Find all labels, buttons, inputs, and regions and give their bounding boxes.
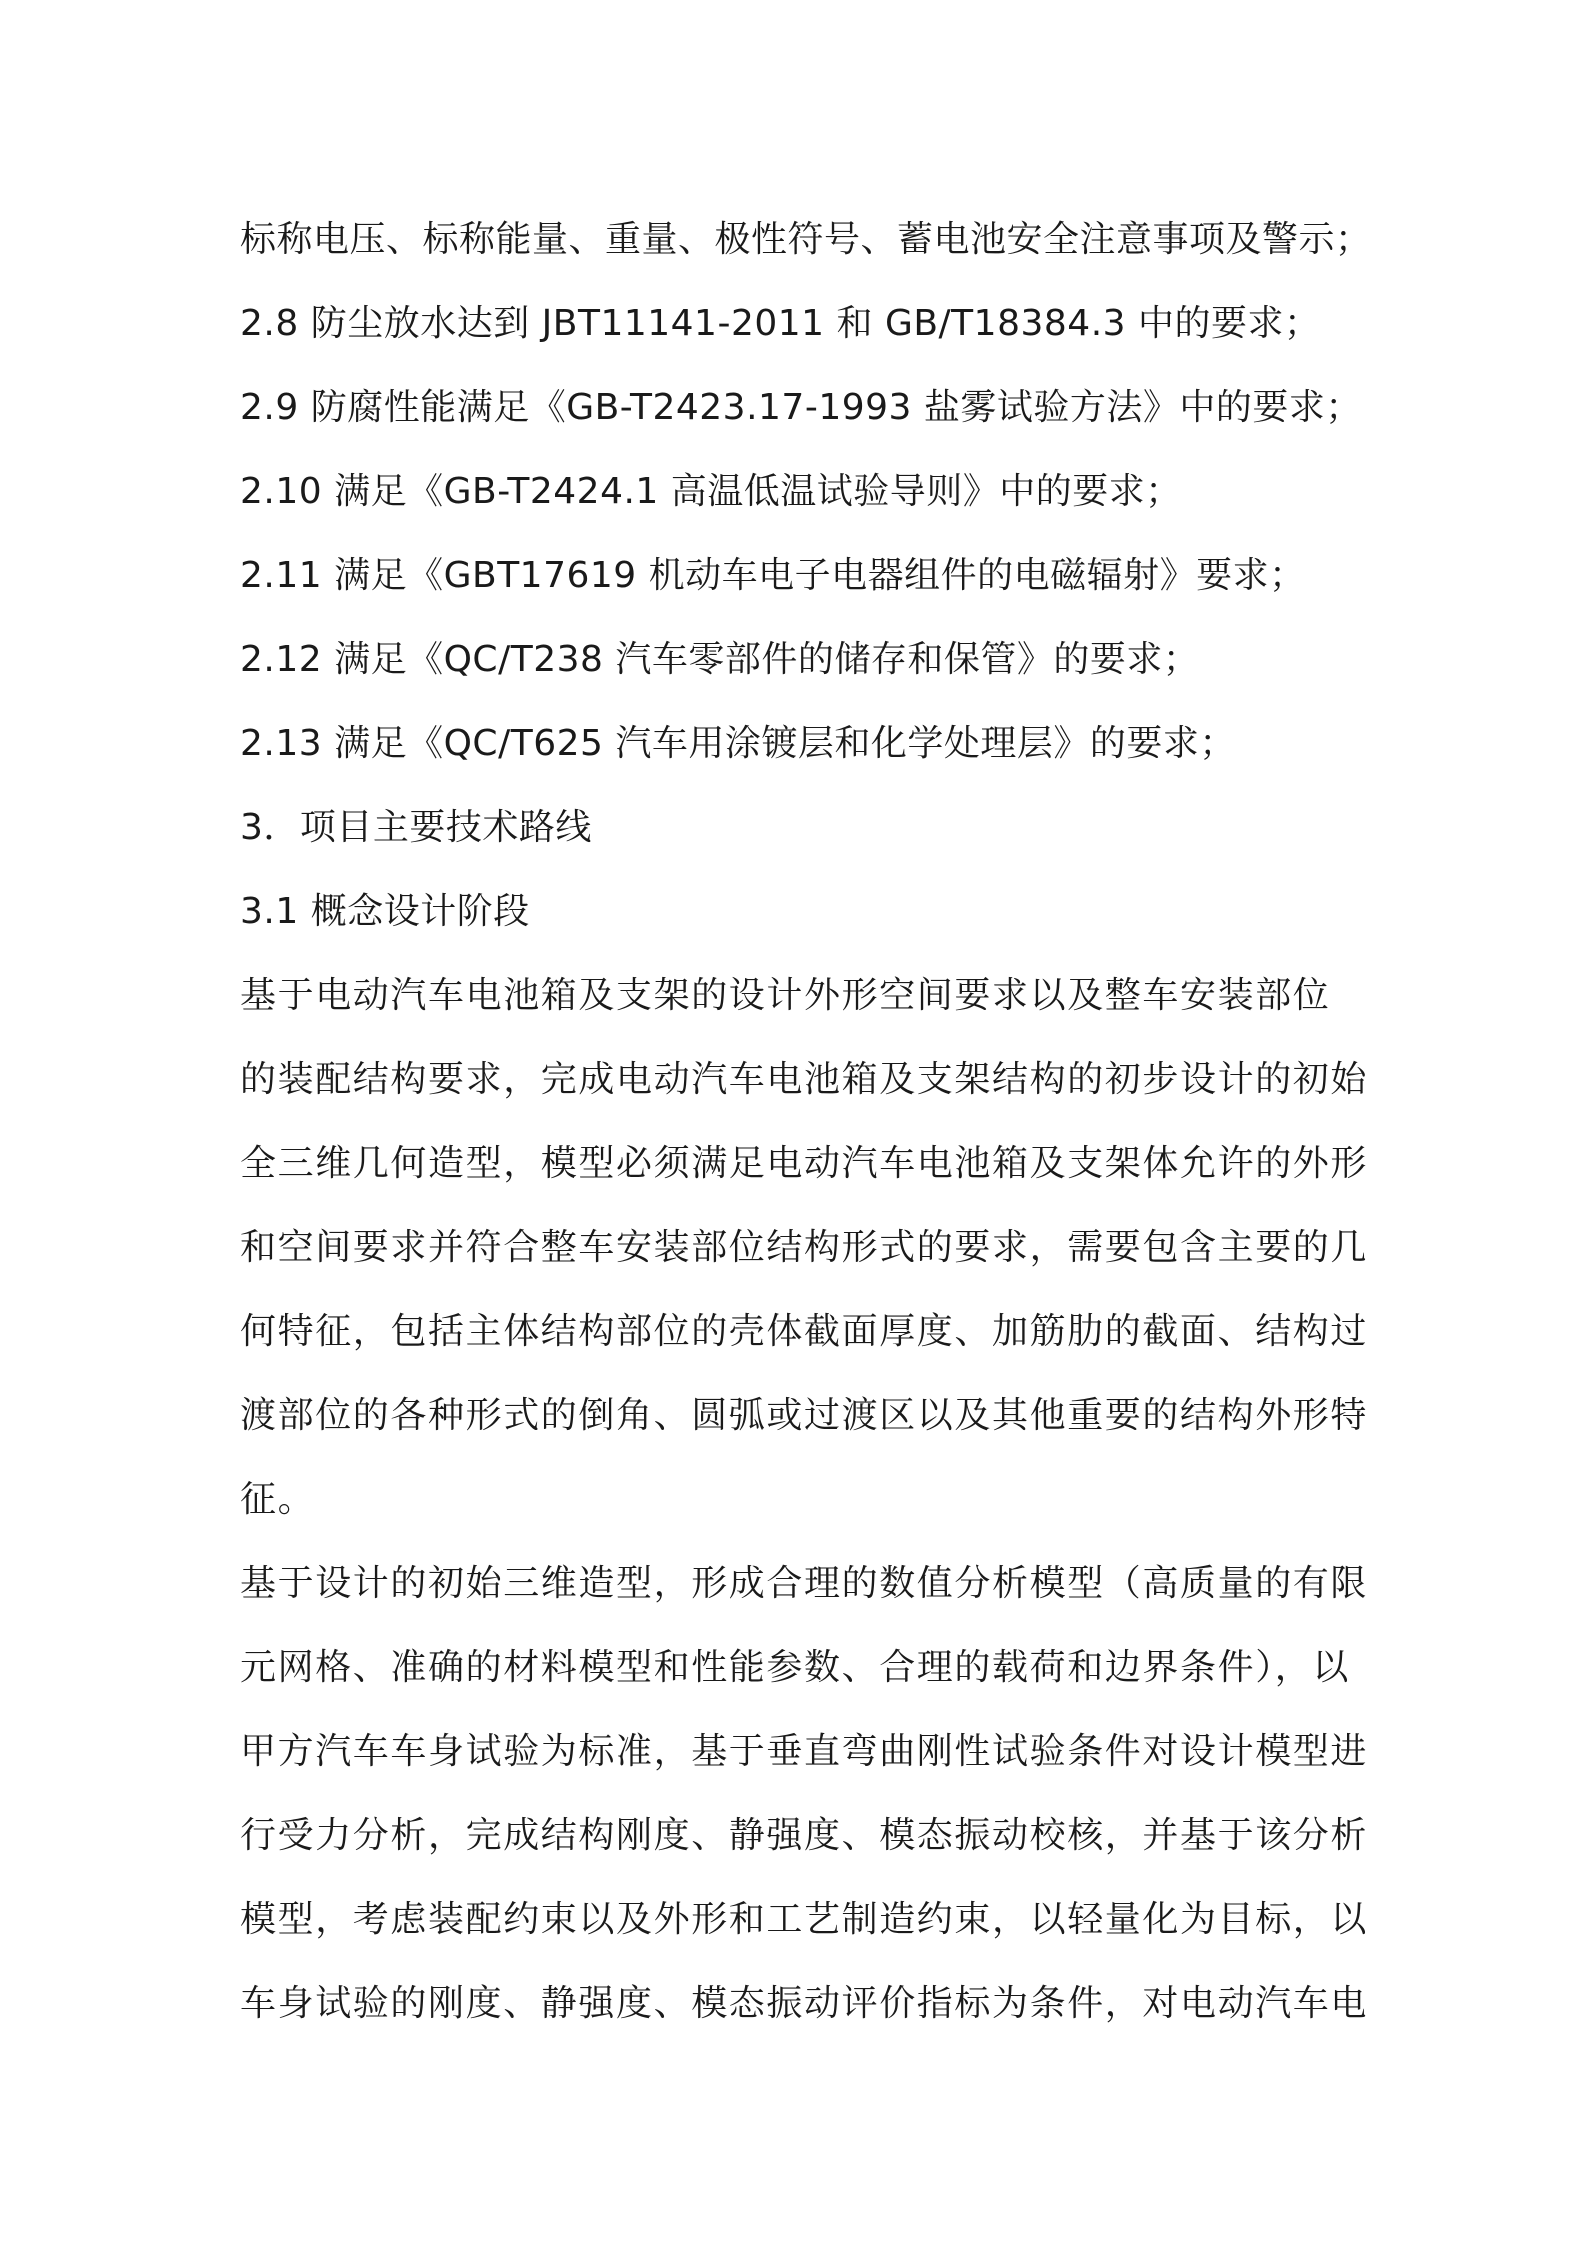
paragraph-line: 行受力分析，完成结构刚度、静强度、模态振动校核，并基于该分析 — [240, 1815, 1369, 1856]
paragraph-line: 渡部位的各种形式的倒角、圆弧或过渡区以及其他重要的结构外形特 — [240, 1395, 1369, 1436]
list-item: 2.13 满足《QC/T625 汽车用涂镀层和化学处理层》的要求； — [240, 723, 1236, 764]
paragraph-line: 何特征，包括主体结构部位的壳体截面厚度、加筋肋的截面、结构过 — [240, 1311, 1369, 1352]
section-heading: 3．项目主要技术路线 — [240, 807, 592, 848]
list-item: 2.11 满足《GBT17619 机动车电子电器组件的电磁辐射》要求； — [240, 555, 1306, 596]
paragraph-line: 基于设计的初始三维造型，形成合理的数值分析模型（高质量的有限 — [240, 1563, 1369, 1604]
list-item: 2.10 满足《GB-T2424.1 高温低温试验导则》中的要求； — [240, 471, 1182, 512]
document-body — [240, 198, 1372, 2046]
paragraph-line: 甲方汽车车身试验为标准，基于垂直弯曲刚性试验条件对设计模型进 — [240, 1731, 1369, 1772]
list-item: 标称电压、标称能量、重量、极性符号、蓄电池安全注意事项及警示； — [240, 219, 1372, 260]
paragraph-line: 基于电动汽车电池箱及支架的设计外形空间要求以及整车安装部位 — [240, 975, 1331, 1016]
list-item: 2.12 满足《QC/T238 汽车零部件的储存和保管》的要求； — [240, 639, 1200, 680]
list-item: 2.8 防尘放水达到 JBT11141-2011 和 GB/T18384.3 中的要求； — [240, 303, 1321, 344]
paragraph-line: 元网格、准确的材料模型和性能参数、合理的载荷和边界条件），以 — [240, 1647, 1351, 1688]
subsection-heading: 3.1 概念设计阶段 — [240, 891, 530, 932]
paragraph-line: 征。 — [240, 1479, 316, 1520]
paragraph-line: 全三维几何造型，模型必须满足电动汽车电池箱及支架体允许的外形 — [240, 1143, 1369, 1184]
paragraph-analysis-model — [240, 1542, 1369, 2046]
requirements-list — [240, 198, 1372, 786]
paragraph-concept-design — [240, 954, 1369, 1542]
paragraph-line: 模型，考虑装配约束以及外形和工艺制造约束，以轻量化为目标，以 — [240, 1899, 1369, 1940]
paragraph-line: 和空间要求并符合整车安装部位结构形式的要求，需要包含主要的几 — [240, 1227, 1369, 1268]
list-item: 2.9 防腐性能满足《GB-T2423.17-1993 盐雾试验方法》中的要求； — [240, 387, 1362, 428]
paragraph-line: 的装配结构要求，完成电动汽车电池箱及支架结构的初步设计的初始 — [240, 1059, 1369, 1100]
paragraph-line: 车身试验的刚度、静强度、模态振动评价指标为条件，对电动汽车电 — [240, 1983, 1369, 2024]
